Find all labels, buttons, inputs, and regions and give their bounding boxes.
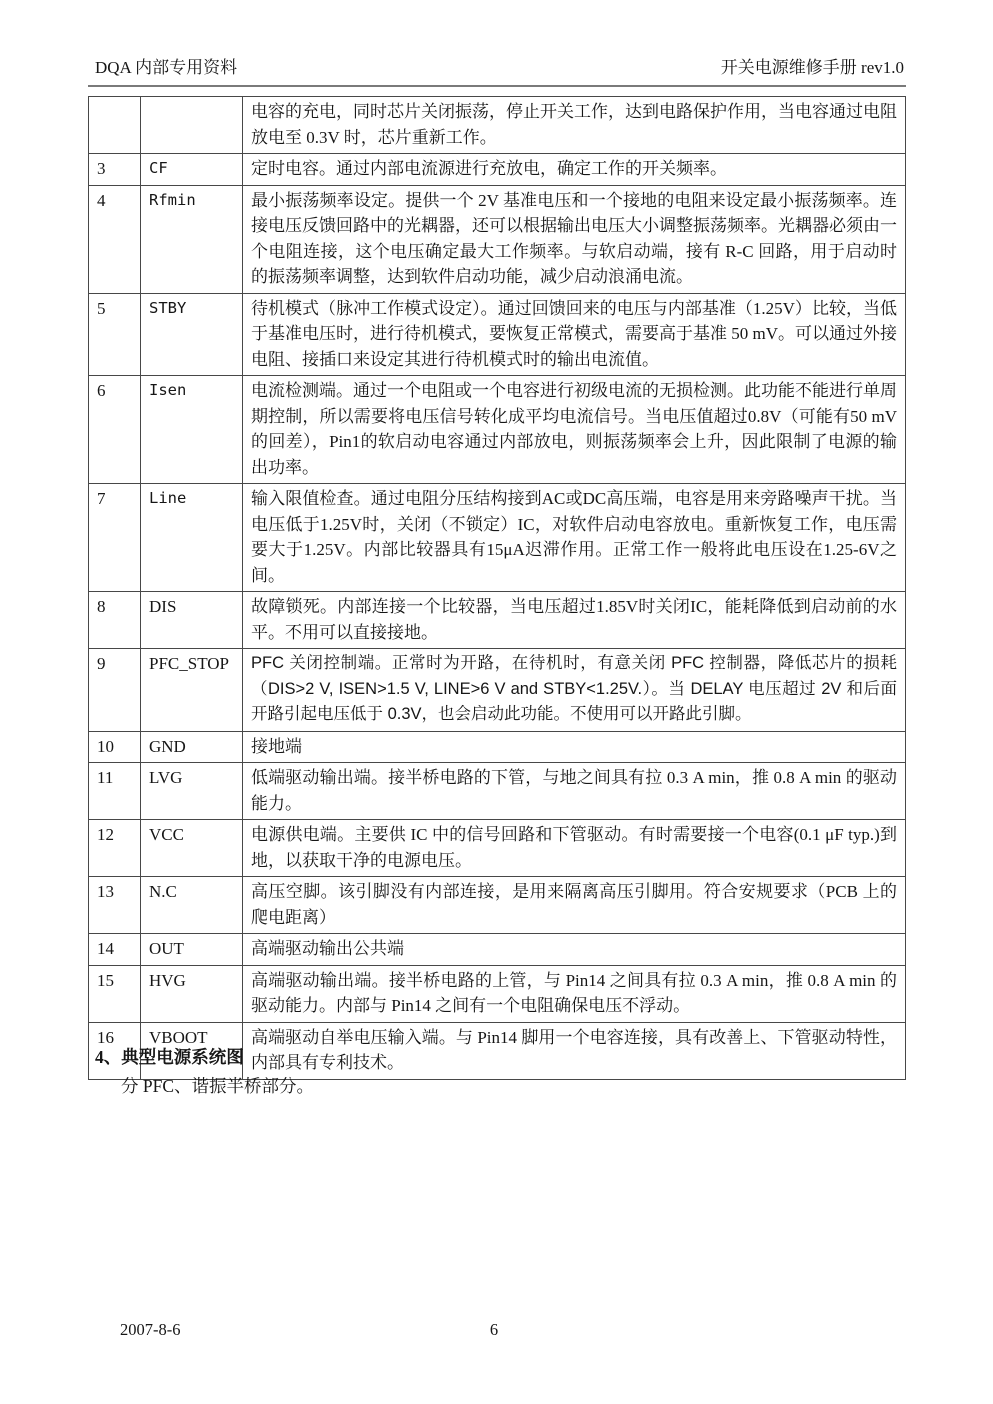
- table-row: [89, 877, 906, 934]
- pin-number: 4: [89, 185, 141, 293]
- table-row: [89, 97, 906, 154]
- pin-number: 11: [89, 763, 141, 820]
- pin-description: 电容的充电，同时芯片关闭振荡，停止开关工作，达到电路保护作用，当电容通过电阻放电至 0.3V 时，芯片重新工作。: [243, 97, 906, 154]
- pin-description: 待机模式（脉冲工作模式设定）。通过回馈回来的电压与内部基准（1.25V）比较，当低于基准电压时，进行待机模式，要恢复正常模式，需要高于基准 50 mV。可以通过外接电阻、接插口来设定其进行待机模式时的输出电流值。: [243, 293, 906, 376]
- pin-description: 定时电容。通过内部电流源进行充放电，确定工作的开关频率。: [243, 154, 906, 186]
- table-row: [89, 484, 906, 592]
- pin-name: VCC: [141, 820, 243, 877]
- pin-name: CF: [141, 154, 243, 186]
- pin-number: 6: [89, 376, 141, 484]
- pin-name: DIS: [141, 592, 243, 649]
- pin-description: 高端驱动输出公共端: [243, 934, 906, 966]
- pin-number: 8: [89, 592, 141, 649]
- pin-description: 输入限值检查。通过电阻分压结构接到AC或DC高压端，电容是用来旁路噪声干扰。当电压低于1.25V时，关闭（不锁定）IC，对软件启动电容放电。重新恢复工作，电压需要大于1.25V。内部比较器具有15μA迟滞作用。正常工作一般将此电压设在1.25-6V之间。: [243, 484, 906, 592]
- pin-description: 最小振荡频率设定。提供一个 2V 基准电压和一个接地的电阻来设定最小振荡频率。连接电压反馈回路中的光耦器，还可以根据输出电压大小调整振荡频率。光耦器必须由一个电阻连接，这个电压确定最大工作频率。与软启动端，接有 R-C 回路，用于启动时的振荡频率调整，达到软件启动功能，减少启动浪涌电流。: [243, 185, 906, 293]
- pin-name: N.C: [141, 877, 243, 934]
- pin-name: PFC_STOP: [141, 649, 243, 732]
- pin-description: 故障锁死。内部连接一个比较器，当电压超过1.85V时关闭IC，能耗降低到启动前的水平。不用可以直接接地。: [243, 592, 906, 649]
- table-row: [89, 376, 906, 484]
- pin-name: Isen: [141, 376, 243, 484]
- table-row: [89, 763, 906, 820]
- header-right-text: 开关电源维修手册 rev1.0: [720, 58, 904, 77]
- footer-date: 2007-8-6: [120, 1320, 181, 1339]
- header-left-text: DQA 内部专用资料: [95, 58, 238, 77]
- pin-number: 9: [89, 649, 141, 732]
- section-body-text: 分 PFC、谐振半桥部分。: [121, 1076, 315, 1096]
- pin-description: 接地端: [243, 731, 906, 763]
- pin-name: Line: [141, 484, 243, 592]
- pin-name: [141, 97, 243, 154]
- section-heading: 4、典型电源系统图: [95, 1047, 244, 1067]
- pin-number: 10: [89, 731, 141, 763]
- pin-description: 低端驱动输出端。接半桥电路的下管，与地之间具有拉 0.3 A min，推 0.8 A min 的驱动能力。: [243, 763, 906, 820]
- table-row: [89, 185, 906, 293]
- page-header: [88, 58, 906, 87]
- pin-name: Rfmin: [141, 185, 243, 293]
- pin-name: LVG: [141, 763, 243, 820]
- table-row: [89, 293, 906, 376]
- pin-description: 高压空脚。该引脚没有内部连接，是用来隔离高压引脚用。符合安规要求（PCB 上的爬电距离）: [243, 877, 906, 934]
- pin-number: 7: [89, 484, 141, 592]
- pin-number: 13: [89, 877, 141, 934]
- table-row: [89, 154, 906, 186]
- pin-number: 14: [89, 934, 141, 966]
- pin-description-table: [88, 96, 906, 1080]
- footer-page-number: 6: [489, 1320, 499, 1339]
- pin-name: OUT: [141, 934, 243, 966]
- table-row: [89, 934, 906, 966]
- table-row: [89, 592, 906, 649]
- pin-name: GND: [141, 731, 243, 763]
- pin-description: 电源供电端。主要供 IC 中的信号回路和下管驱动。有时需要接一个电容(0.1 μF typ.)到地，以获取干净的电源电压。: [243, 820, 906, 877]
- pin-name: VBOOT: [141, 1022, 243, 1079]
- pin-table-body: [89, 97, 906, 1080]
- pin-number: 12: [89, 820, 141, 877]
- pin-number: 15: [89, 965, 141, 1022]
- pin-description: 电流检测端。通过一个电阻或一个电容进行初级电流的无损检测。此功能不能进行单周期控制，所以需要将电压信号转化成平均电流信号。当电压值超过0.8V（可能有50 mV的回差），Pin1的软启动电容通过内部放电，则振荡频率会上升，因此限制了电源的输出功率。: [243, 376, 906, 484]
- pin-number: 3: [89, 154, 141, 186]
- table-row: [89, 820, 906, 877]
- pin-number: [89, 97, 141, 154]
- table-row: [89, 965, 906, 1022]
- pin-name: STBY: [141, 293, 243, 376]
- pin-number: 5: [89, 293, 141, 376]
- pin-description: PFC 关闭控制端。正常时为开路，在待机时，有意关闭 PFC 控制器，降低芯片的损耗（DIS>2 V, ISEN>1.5 V, LINE>6 V and STBY<1.25V.）。当 DELAY 电压超过 2V 和后面开路引起电压低于 0.3V，也会启动此功能。不使用可以开路此引脚。: [243, 649, 906, 732]
- pin-description: 高端驱动输出端。接半桥电路的上管，与 Pin14 之间具有拉 0.3 A min，推 0.8 A min 的驱动能力。内部与 Pin14 之间有一个电阻确保电压不浮动。: [243, 965, 906, 1022]
- table-row: [89, 649, 906, 732]
- pin-name: HVG: [141, 965, 243, 1022]
- pin-description: 高端驱动自举电压输入端。与 Pin14 脚用一个电容连接，具有改善上、下管驱动特性，内部具有专利技术。: [243, 1022, 906, 1079]
- pin-number: 16: [89, 1022, 141, 1079]
- table-row: [89, 731, 906, 763]
